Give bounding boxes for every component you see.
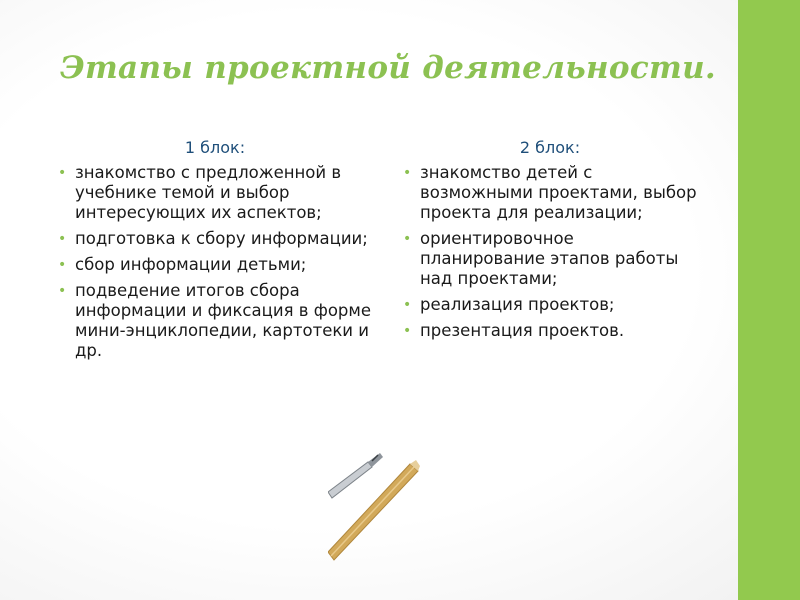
list-item	[55, 163, 375, 223]
list-item	[400, 163, 700, 223]
bullet-dot-icon: •	[58, 283, 67, 299]
bullet-list	[55, 163, 375, 361]
list-item	[55, 281, 375, 361]
list-item	[400, 321, 700, 341]
list-item-text: реализация проектов;	[420, 295, 615, 314]
list-item	[400, 229, 700, 289]
pen-and-pencil-icon	[328, 440, 428, 570]
list-item-text: знакомство с предложенной в учебнике темой и выбор интересующих их аспектов;	[75, 163, 342, 222]
bullet-dot-icon: •	[403, 297, 412, 313]
bullet-dot-icon: •	[403, 231, 412, 247]
list-item-text: ориентировочное планирование этапов работы над проектами;	[420, 229, 679, 288]
side-accent-bar	[738, 0, 800, 600]
list-item-text: знакомство детей с возможными проектами, выбор проекта для реализации;	[420, 163, 697, 222]
slide-title: Этапы проектной деятельности.	[60, 50, 717, 86]
bullet-dot-icon: •	[58, 257, 67, 273]
bullet-dot-icon: •	[403, 323, 412, 339]
list-item-text: подведение итогов сбора информации и фиксация в форме мини-энциклопедии, картотеки и др.	[75, 281, 371, 360]
list-item	[55, 255, 375, 275]
list-item-text: презентация проектов.	[420, 321, 625, 340]
list-item	[55, 229, 375, 249]
list-item	[400, 295, 700, 315]
bullet-list	[400, 163, 700, 341]
bullet-dot-icon: •	[403, 165, 412, 181]
column-heading: 2 блок:	[519, 138, 581, 157]
column-block-2	[400, 138, 700, 347]
bullet-dot-icon: •	[58, 165, 67, 181]
list-item-text: сбор информации детьми;	[75, 255, 307, 274]
column-block-1	[55, 138, 375, 367]
list-item-text: подготовка к сбору информации;	[75, 229, 368, 248]
bullet-dot-icon: •	[58, 231, 67, 247]
column-heading: 1 блок:	[184, 138, 246, 157]
